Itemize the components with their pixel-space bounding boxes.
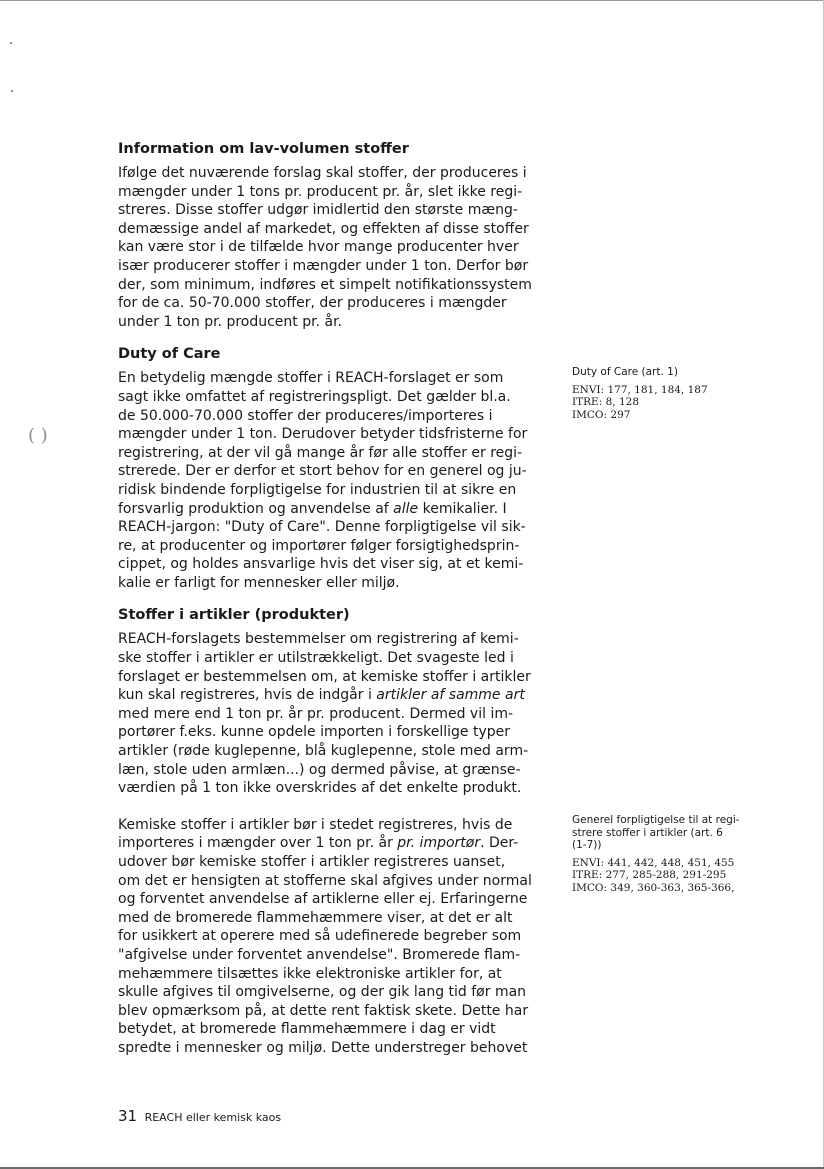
text-line (118, 686, 530, 705)
footer-title: REACH eller kemisk kaos (144, 1111, 282, 1124)
text-line: for de ca. 50-70.000 stoffer, der produceres i mængder (118, 295, 507, 312)
paragraph (118, 630, 530, 797)
text-line: værdien på 1 ton ikke overskrides af det enkelte produkt. (118, 780, 522, 797)
text-line: portører f.eks. kunne opdele importen i forskellige typer (118, 724, 510, 741)
text-line: for usikkert at operere med så udefinerede begreber som (118, 928, 522, 945)
emphasis-text: alle (393, 500, 419, 517)
section-heading: Stoffer i artikler (produkter) (118, 607, 350, 624)
margin-note-articles (572, 814, 772, 894)
text-line: registrering, at der vil gå mange år før alle stoffer er regi- (118, 444, 523, 461)
text-fragment: importeres i mængder over 1 ton pr. år (118, 835, 398, 852)
text-fragment: . Der- (480, 835, 519, 852)
margin-parens-mark: ( ) (28, 425, 48, 446)
text-line: "afgivelse under forventet anvendelse". Bromerede flam- (118, 946, 521, 963)
text-line: skulle afgives til omgivelserne, og der gik lang tid før man (118, 984, 527, 1001)
text-line: udover bør kemiske stoffer i artikler registreres uanset, (118, 854, 506, 870)
note-title-line: Generel forpligtigelse til at regi- (572, 814, 740, 826)
text-fragment: forsvarlig produktion og anvendelse af (118, 500, 394, 517)
note-reference: IMCO: 297 (572, 408, 631, 421)
text-line: under 1 ton pr. producent pr. år. (118, 313, 342, 330)
text-line: der, som minimum, indføres et simpelt notifikationssystem (118, 276, 532, 293)
paragraph (118, 164, 530, 331)
text-line: og forventet anvendelse af artiklerne eller ej. Erfaringerne (118, 891, 528, 908)
page-number: 31 (118, 1107, 138, 1125)
scan-speck (10, 42, 12, 44)
note-reference: ENVI: 441, 442, 448, 451, 455 (572, 856, 735, 869)
text-line: ridisk bindende forpligtigelse for industrien til at sikre en (118, 481, 517, 498)
scan-top-edge (0, 0, 824, 6)
text-line: cippet, og holdes ansvarlige hvis det viser sig, at et kemi- (118, 556, 524, 573)
text-line: betydet, at bromerede flammehæmmere i dag er vidt (118, 1021, 496, 1038)
text-line: re, at producenter og importører følger forsigtighedsprin- (118, 537, 520, 554)
text-line: REACH-forslagets bestemmelser om registrering af kemi- (118, 631, 519, 648)
text-line: mængder under 1 tons pr. producent pr. år, slet ikke regi- (118, 183, 523, 200)
text-fragment: kemikalier. I (418, 500, 507, 517)
text-line: mængder under 1 ton. Derudover betyder tidsfristerne for (118, 426, 528, 443)
text-fragment: kun skal registreres, hvis de indgår i (118, 687, 377, 704)
text-line: blev opmærksom på, at dette rent faktisk skete. Dette har (118, 1002, 529, 1019)
text-line: artikler (røde kuglepenne, blå kuglepenne, stole med arm- (118, 743, 529, 760)
section-articles-continued (118, 816, 530, 1058)
section-substances-in-articles (118, 606, 530, 797)
text-line: de 50.000-70.000 stoffer der produceres/importeres i (118, 407, 493, 424)
note-title-line: strere stoffer i artikler (art. 6 (572, 826, 723, 839)
paragraph (118, 369, 530, 592)
emphasis-text: pr. importør (397, 835, 481, 852)
text-line: REACH-jargon: "Duty of Care". Denne forpligtigelse vil sik- (118, 519, 526, 536)
text-line: kan være stor i de tilfælde hvor mange producenter hver (118, 239, 519, 256)
text-line: med de bromerede flammehæmmere viser, at det er alt (118, 909, 513, 926)
text-line: mehæmmere tilsættes ikke elektroniske artikler for, at (118, 965, 502, 982)
text-line: demæssige andel af markedet, og effekten af disse stoffer (118, 220, 529, 237)
section-heading: Information om lav-volumen stoffer (118, 141, 409, 157)
text-line (118, 500, 530, 519)
text-line: kalie er farligt for mennesker eller miljø. (118, 574, 400, 591)
note-reference: ITRE: 277, 285-288, 291-295 (572, 869, 727, 881)
text-line: spredte i mennesker og miljø. Dette understreger behovet (118, 1039, 528, 1056)
text-line: En betydelig mængde stoffer i REACH-forslaget er som (118, 370, 504, 387)
text-line: Kemiske stoffer i artikler bør i stedet registreres, hvis de (118, 816, 513, 833)
text-line: sagt ikke omfattet af registreringspligt. Det gælder bl.a. (118, 388, 511, 405)
main-column (118, 140, 530, 1072)
text-line: læn, stole uden armlæn...) og dermed påvise, at grænse- (118, 761, 521, 778)
note-reference: IMCO: 349, 360-363, 365-366, (572, 881, 735, 894)
text-line (118, 834, 530, 853)
text-line: strerede. Der er derfor et stort behov for en generel og ju- (118, 463, 527, 480)
emphasis-text: artikler af samme art (376, 687, 525, 704)
text-line: ske stoffer i artikler er utilstrækkeligt. Det svageste led i (118, 650, 514, 667)
text-line: om det er hensigten at stofferne skal afgives under normal (118, 872, 532, 889)
text-line: med mere end 1 ton pr. år pr. producent. Dermed vil im- (118, 705, 514, 722)
text-line: streres. Disse stoffer udgør imidlertid den største mæng- (118, 202, 518, 219)
text-line: især producerer stoffer i mængder under 1 ton. Derfor bør (118, 257, 529, 274)
margin-note-duty-of-care (572, 366, 772, 421)
section-heading: Duty of Care (118, 346, 221, 363)
note-reference: ITRE: 8, 128 (572, 396, 639, 408)
note-reference: ENVI: 177, 181, 184, 187 (572, 383, 708, 396)
section-duty-of-care (118, 345, 530, 592)
section-low-volume (118, 140, 530, 331)
text-line: forslaget er bestemmelsen om, at kemiske stoffer i artikler (118, 668, 531, 685)
paragraph (118, 816, 530, 1058)
note-title-line: (1-7)) (572, 839, 602, 851)
note-title: Duty of Care (art. 1) (572, 366, 678, 378)
text-line: Ifølge det nuværende forslag skal stoffer, der produceres i (118, 165, 527, 181)
page-footer (118, 1107, 281, 1125)
scan-speck (11, 90, 13, 92)
